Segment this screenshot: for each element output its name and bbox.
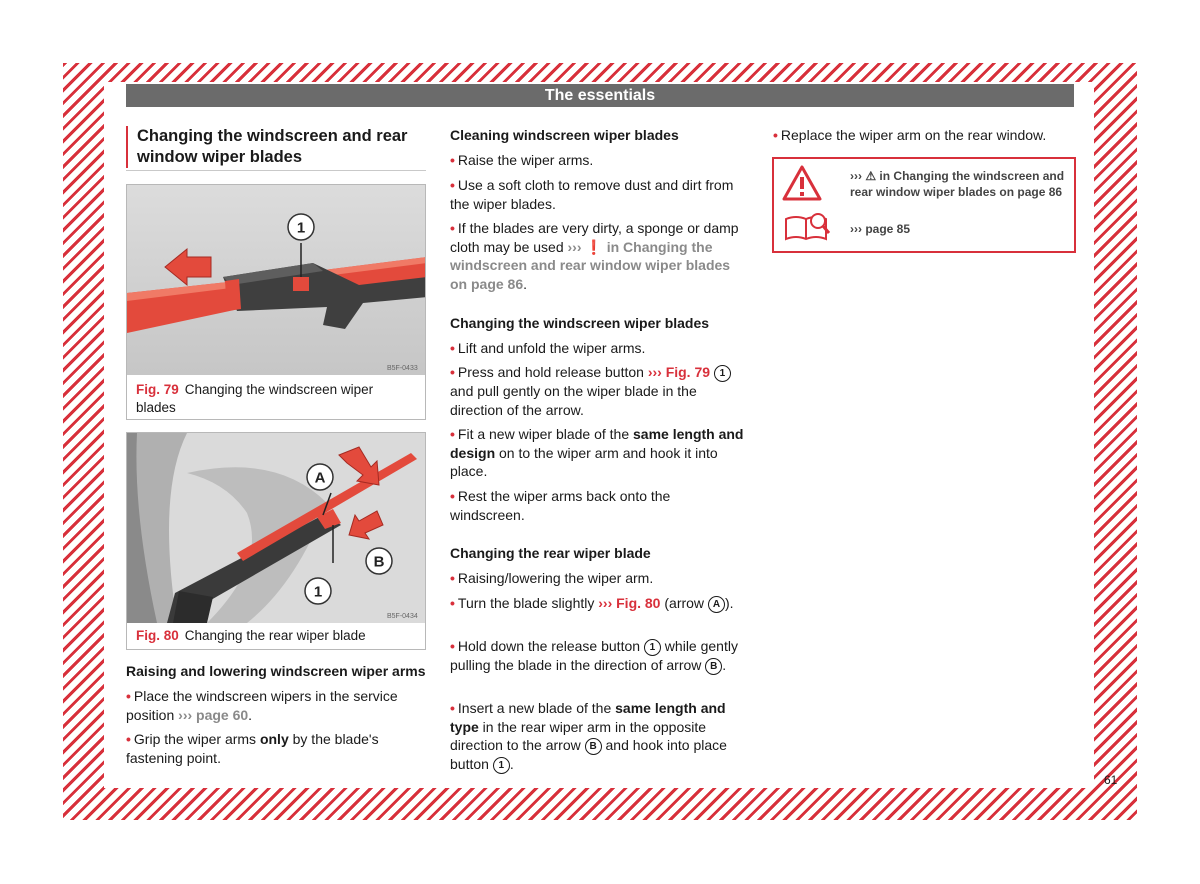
list-item: • Fit a new wiper blade of the same length and design on to the wiper arm and hook it into place. [450,426,744,479]
text: . [248,706,253,723]
page-link[interactable]: ››› page 60 [178,706,249,723]
text: Use a soft cloth to remove dust and dirt from the wiper blades. [450,177,734,212]
book-icon [782,211,830,243]
subheading-raising-lowering: Raising and lowering windscreen wiper arms [126,663,426,679]
figure-caption [136,627,416,645]
text: and pull gently on the wiper blade in the direction of the arrow. [450,383,697,418]
warning-reference[interactable] [850,168,1070,200]
list-item: • Rest the wiper arms back onto the windscreen. [450,488,671,523]
text: Hold down the release button [457,638,644,654]
text: Press and hold release button [457,364,648,380]
text: same length and type [450,700,726,735]
warning-link[interactable]: ››› ❗ in Changing the windscreen and rear window wiper blades on page 86 [450,238,731,292]
title-line-2: window wiper blades [137,148,303,166]
subheading-changing-windscreen: Changing the windscreen wiper blades [450,315,710,331]
callout-a: A [314,469,326,487]
book-reference[interactable]: ››› page 85 [850,222,911,236]
callout-1: 1 [313,583,323,601]
text: while gently pulling the blade in the direction of arrow [450,638,738,673]
text: Replace the wiper arm on the rear window. [780,127,1047,143]
figure-79 [126,184,426,420]
text: and hook into place button [450,737,727,772]
figure-label: Fig. 80 [136,628,179,643]
list-item: • Lift and unfold the wiper arms. [450,340,646,356]
text: Place the windscreen wipers in the service position [126,688,398,723]
title-line-1: Changing the windscreen and rear [137,127,408,145]
callout-b: B [373,553,385,571]
page-title [126,126,427,168]
text: only [259,731,289,747]
text: Rest the wiper arms back onto the windscreen. [450,488,671,523]
text: ››› ⚠ in Changing the windscreen and [850,169,1065,183]
callout-ref: 1 [493,757,510,774]
figure-80 [126,432,426,650]
figure-caption-text: Changing the windscreen wiper blades [136,382,374,415]
text: Fit a new wiper blade of the [457,426,634,442]
text: Lift and unfold the wiper arms. [457,340,646,356]
text: . [509,756,514,772]
callout-ref: A [708,596,725,613]
callout-1: 1 [296,219,306,237]
callout-ref: 1 [644,639,661,656]
list-item: • Hold down the release button 1 while gently pulling the blade in the direction of arrow B . [450,638,738,673]
subheading-rear-blade: Changing the rear wiper blade [450,545,651,561]
figure-link[interactable]: ››› Fig. 80 [598,595,661,611]
text: (arrow [660,595,708,611]
title-divider [126,170,426,171]
text: Grip the wiper arms [133,731,260,747]
list-item: • Grip the wiper arms only by the blade's fastening point. [126,731,379,766]
figure-caption-text: Changing the rear wiper blade [184,628,366,643]
warning-icon [782,165,822,201]
list-item: • Press and hold release button ››› Fig. 79 1 and pull gently on the wiper blade in the direction of the arrow. [450,363,750,419]
callout-ref: 1 [714,365,731,382]
figure-label: Fig. 79 [136,382,179,397]
text: Raising/lowering the wiper arm. [457,570,654,586]
list-item: • Raise the wiper arms. [450,152,594,168]
rear-wiper-illustration [127,433,425,623]
figure-code: B5F-0433 [387,365,418,372]
list-item: • Place the windscreen wipers in the service position ››› page 60. [126,688,398,723]
text: If the blades are very dirty, a sponge or damp cloth may be used [450,220,739,255]
list-item: • Turn the blade slightly ››› Fig. 80 (arrow A ). [450,595,734,611]
figure-caption [136,381,416,417]
page-number: 61 [1104,773,1118,787]
text: in the rear wiper arm in the opposite direction to the arrow [450,718,707,753]
callout-ref: B [705,658,722,675]
text: ). [724,595,734,611]
figure-code: B5F-0434 [387,613,418,620]
text: Raise the wiper arms. [457,152,594,168]
list-item: • Replace the wiper arm on the rear window. [773,127,1047,143]
wiper-blade-illustration [127,185,425,375]
list-item: • Use a soft cloth to remove dust and dirt from the wiper blades. [450,177,734,212]
callout-ref: B [585,738,602,755]
text: rear window wiper blades on page 86 [850,185,1063,199]
subheading-cleaning: Cleaning windscreen wiper blades [450,127,679,143]
text: same length and design [450,426,744,461]
section-header: The essentials [126,84,1074,107]
figure-link[interactable]: ››› Fig. 79 [647,364,711,380]
text: on to the wiper arm and hook it into place. [450,444,718,479]
reference-box [772,157,1076,253]
list-item: • Insert a new blade of the same length and type in the rear wiper arm in the opposite direction to the arrow B and hook into place button 1 . [450,700,727,772]
text: Insert a new blade of the [457,700,616,716]
text: . [722,657,727,673]
list-item: • If the blades are very dirty, a sponge or damp cloth may be used ››› ❗ in Changing the windscreen and rear window wiper blades on page 86. [450,220,739,292]
text: Turn the blade slightly [457,595,599,611]
list-item: • Raising/lowering the wiper arm. [450,570,654,586]
text: by the blade's fastening point. [126,731,379,766]
text: . [523,275,528,292]
